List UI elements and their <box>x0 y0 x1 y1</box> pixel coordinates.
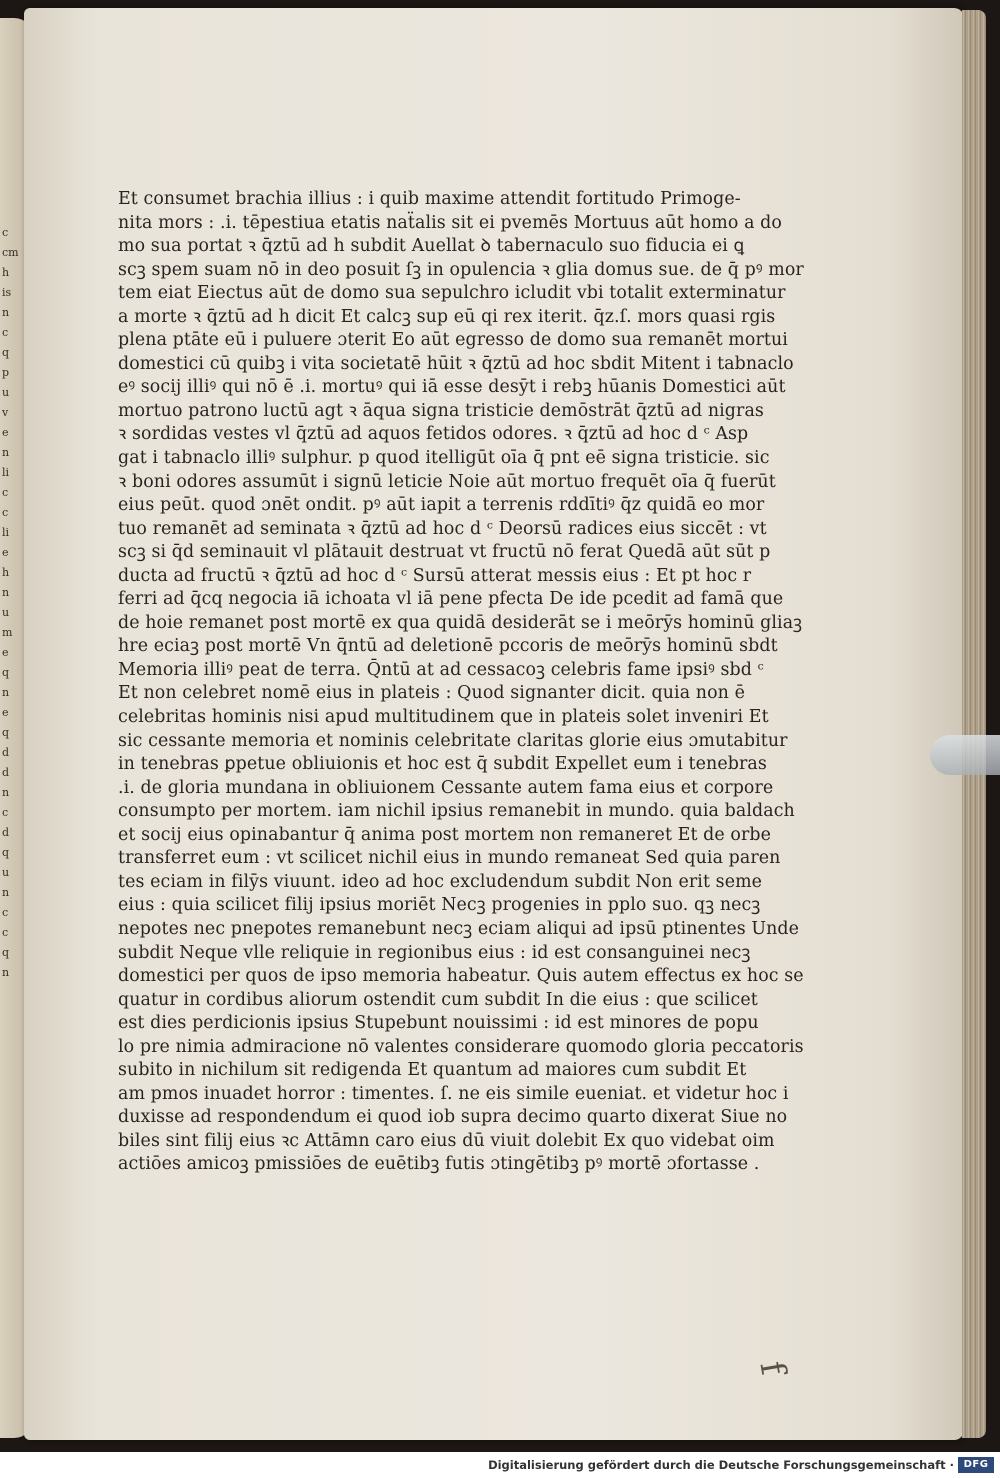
text-line: consumpto per mortem. iam nichil ipsius remanebit in mundo. quia baldach <box>118 801 795 822</box>
book-clamp <box>930 735 1000 775</box>
digitization-footer <box>0 1452 1000 1478</box>
text-line: nita mors : .i. tēpestiua etatis naẗalis sit ei pvemēs Mortuus aūt homo a do <box>118 212 782 233</box>
text-line: .i. de gloria mundana in obliuionem Cessante autem fama eius et corpore <box>118 777 774 798</box>
text-line: mo sua portat ꝛ q̄ztū ad h subdit Auellat ꝺ tabernaculo suo fiducia ei ꝗ <box>118 236 745 257</box>
text-line: lo pre nimia admiracione nō valentes considerare quomodo gloria peccatoris <box>118 1036 804 1057</box>
text-line: eꝰ socij illiꝰ qui nō ē .i. mortuꝰ qui iā esse desȳt i rebꝫ hūanis Domestici aūt <box>118 377 786 398</box>
text-line: tes eciam in filȳs viuunt. ideo ad hoc excludendum subdit Non erit seme <box>118 871 763 892</box>
text-line: sic cessante memoria et nominis celebritate claritas glorie eius ɔmutabitur <box>118 730 788 751</box>
text-line: ducta ad fructū ꝛ q̄ztū ad hoc d ᶜ Sursū atterat messis eius : Et pt hoc r <box>118 565 752 586</box>
text-line: ꝛ boni odores assumūt i signū leticie Noie aūt mortuo frequēt oīa q̄ fuerūt <box>118 471 776 492</box>
dfg-logo: DFG <box>958 1457 994 1473</box>
text-line: plena ptāte eū i puluere ɔterit Eo aūt egresso de domo sua remanēt mortui <box>118 330 788 351</box>
text-line: quatur in cordibus aliorum ostendit cum subdit In die eius : que scilicet <box>118 989 758 1010</box>
text-line: a morte ꝛ q̄ztū ad h dicit Et calcꝫ sup eū qi rex iterit. q̄z.ſ. mors quasi rgis <box>118 306 776 327</box>
text-line: actiōes amicoꝫ pmissiōes de euētibꝫ futis ɔtingētibꝫ pꝰ mortē ɔfortasse . <box>118 1154 760 1175</box>
text-line: in tenebras ꝑpetue obliuionis et hoc est q̄ subdit Expellet eum i tenebras <box>118 754 767 775</box>
text-line: nepotes nec pnepotes remanebunt necꝫ eciam aliqui ad ipsū ptinentes Unde <box>118 918 800 939</box>
previous-page-text-fragments: c cm h is n c q p u v e n li c c li e h n u m e q n e q d d n c d q u n c c q n <box>2 226 19 979</box>
text-line: duxisse ad respondendum ei quod iob supra decimo quarto dixerat Siue no <box>118 1107 788 1128</box>
text-line: domestici per quos de ipso memoria habeatur. Quis autem effectus ex hoc se <box>118 966 804 987</box>
text-line: eius peūt. quod ɔnēt ondit. pꝰ aūt iapit a terrenis rddītiꝰ q̄z quidā eo mor <box>118 495 765 516</box>
text-line: subito in nichilum sit redigenda Et quantum ad maiores cum subdit Et <box>118 1060 747 1081</box>
text-line: Et consumet brachia illius : i quib maxime attendit fortitudo Primoge- <box>118 189 741 209</box>
text-line: Memoria illiꝰ peat de terra. Q̄ntū at ad cessacoꝫ celebris fame ipsiꝰ sbd ᶜ <box>118 659 764 680</box>
incunable-text-block <box>118 188 804 1177</box>
text-line: tem eiat Eiectus aūt de domo sua sepulchro icludit vbi totalit exterminatur <box>118 283 786 304</box>
text-line: domestici cū quibꝫ i vita societatē hūit ꝛ q̄ztū ad hoc sbdit Mitent i tabnaclo <box>118 353 794 374</box>
text-line: scꝫ si q̄d seminauit vl plātauit destruat vt fructū nō ferat Quedā aūt sūt p <box>118 542 771 563</box>
text-line: biles sint filij eius ꝛc Attāmn caro eius dū viuit dolebit Ex quo videbat oim <box>118 1130 775 1151</box>
text-line: hre eciaꝫ post mortē Vn q̄ntū ad deletionē pccoris de meōrȳs hominū sbdt <box>118 636 778 657</box>
text-line: est dies perdicionis ipsius Stupebunt nouissimi : id est minores de popu <box>118 1013 759 1034</box>
page-block-edges <box>962 10 986 1438</box>
text-line: et socij eius opinabantur q̄ anima post mortem non remaneret Et de orbe <box>118 824 772 845</box>
text-line: transferret eum : vt scilicet nichil eius in mundo remaneat Sed quia paren <box>118 848 781 869</box>
text-line: ferri ad q̄cq negocia iā ichoata vl iā pene pfecta De ide pcedit ad famā que <box>118 589 784 610</box>
text-line: scꝫ spem suam nō in deo posuit ſꝫ in opulencia ꝛ glia domus sue. de q̄ pꝰ mor <box>118 259 804 280</box>
text-line: ꝛ sordidas vestes vl q̄ztū ad aquos fetidos odores. ꝛ q̄ztū ad hoc d ᶜ Asp <box>118 424 749 445</box>
text-line: celebritas hominis nisi apud multitudinem que in plateis solet inveniri Et <box>118 707 769 728</box>
text-line: eius : quia scilicet filij ipsius moriēt Necꝫ progenies in pplo suo. qꝫ necꝫ <box>118 895 761 916</box>
text-line: tuo remanēt ad seminata ꝛ q̄ztū ad hoc d ᶜ Deorsū radices eius siccēt : vt <box>118 518 767 539</box>
text-line: gat i tabnaclo illiꝰ sulphur. p quod itelligūt oīa q̄ pnt eē signa tristicie. sic <box>118 448 770 469</box>
text-line: de hoie remanet post mortē ex qua quidā desiderāt se i meōrȳs hominū gliaꝫ <box>118 612 803 633</box>
funding-credit: Digitalisierung gefördert durch die Deutsche Forschungsgemeinschaft · <box>488 1458 954 1472</box>
text-line: Et non celebret nomē eius in plateis : Quod signanter dicit. quia non ē <box>118 683 745 704</box>
text-line: mortuo patrono luctū agt ꝛ āqua signa tristicie demōstrāt q̄ztū ad nigras <box>118 400 764 421</box>
text-line: am pmos inuadet horror : timentes. ſ. ne eis simile eueniat. et videtur hoc i <box>118 1083 789 1104</box>
text-line: subdit Neque vlle reliquie in regionibus eius : id est consanguinei necꝫ <box>118 942 751 963</box>
folio-mark: f <box>751 1358 794 1378</box>
